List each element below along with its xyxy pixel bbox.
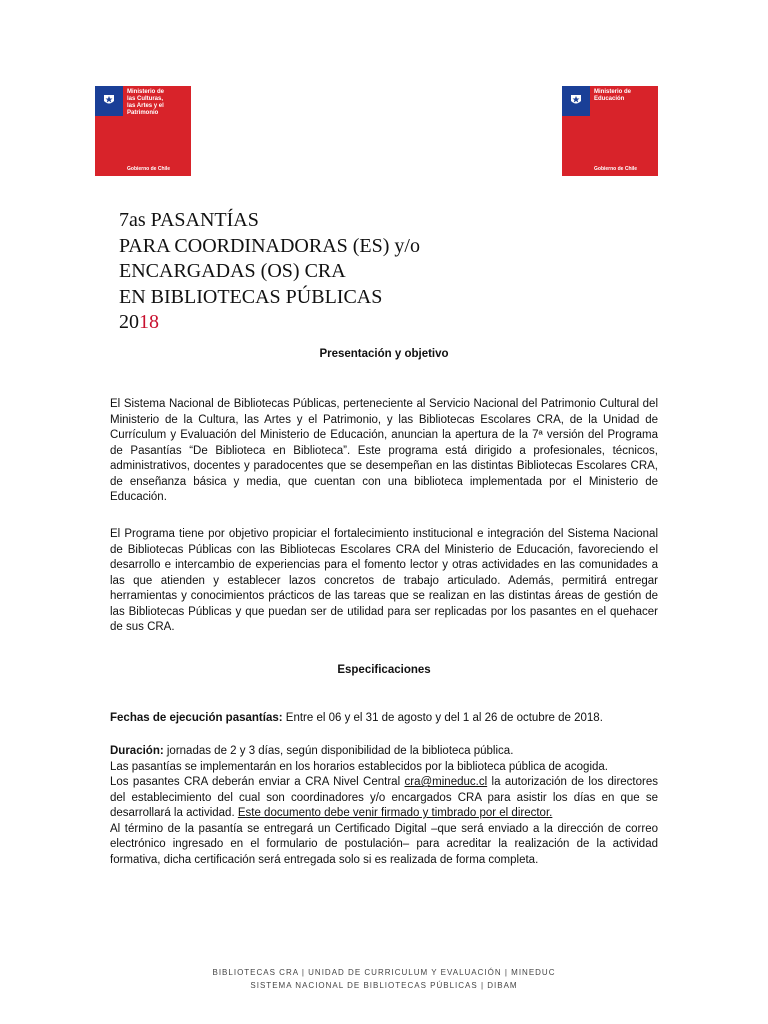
duracion-text: jornadas de 2 y 3 días, según disponibilidad de la biblioteca pública. [163, 745, 514, 757]
section-heading-especificaciones: Especificaciones [337, 664, 431, 676]
email-link[interactable]: cra@mineduc.cl [404, 776, 488, 788]
horarios-text: Las pasantías se implementarán en los horarios establecidos por la biblioteca pública de acogida. [110, 760, 608, 773]
paragraph-duracion: Duración: jornadas de 2 y 3 días, según disponibilidad de la biblioteca pública. Las pasantías se implementarán en los horarios establecidos por la biblioteca pública de acogida. Los pasantes CRA deberán enviar a CRA Nivel Central cra@mineduc.cl la autorización de los directores del establecimiento del cual son coordinadores y/o encargados CRA para asistir los días en que se desarrollará la actividad. Este documento debe venir firmado y timbrado por el director. Al término de la pasantía se entregará un Certificado Digital –que será enviado a la dirección de correo electrónico ingresado en el formulario de postulación– para acreditar la realización de la actividad formativa, dicha certificación será entregada solo si es realizada de forma completa. [110, 744, 658, 868]
logo-stripe [562, 86, 590, 176]
footer-line-2: SISTEMA NACIONAL DE BIBLIOTECAS PÚBLICAS | DIBAM [250, 981, 518, 990]
paragraph-objetivo: El Programa tiene por objetivo propiciar el fortalecimiento institucional e integración del Sistema Nacional de Bibliotecas Públicas con las Bibliotecas Escolares CRA del Ministerio de Educación, favoreciendo el desarrollo e intercambio de experiencias para el fomento lector y otras actividades en las comunidades a las que atienden y establecer lazos concretos de trabajo articulado. Además, permitirá entregar herramientas y conocimientos prácticos de las tareas que se realizan en las distintas áreas de gestión de las Bibliotecas Públicas y que puedan ser de utilidad para ser replicadas por los pasantes en el quehacer de sus CRA. [110, 528, 658, 633]
title-year: 2018 [119, 311, 159, 333]
document-title [119, 208, 420, 336]
logo-text: Ministerio de las Culturas, las Artes y el Patrimonio [127, 89, 165, 116]
title-line-1: 7as PASANTÍAS [119, 209, 259, 231]
logo-stripe [95, 86, 123, 176]
logo-footer: Gobierno de Chile [594, 166, 638, 172]
paragraph-intro: El Sistema Nacional de Bibliotecas Públicas, perteneciente al Servicio Nacional del Patrimonio Cultural del Ministerio de la Cultura, las Artes y el Patrimonio, y las Bibliotecas Escolares CRA, de la Unidad de Currículum y Evaluación del Ministerio de Educación, anuncian la apertura de la 7ª versión del Programa de Pasantías “De Biblioteca en Biblioteca”. Este programa está dirigido a profesionales, técnicos, administrativos, docentes y paradocentes que se desempeñan en las distintas Bibliotecas Escolares CRA, de enseñanza básica y media, que cuentan con una biblioteca implementada por el Ministerio de Educación. [110, 398, 658, 503]
section-heading-presentacion: Presentación y objetivo [319, 348, 449, 360]
coat-of-arms-icon [568, 92, 584, 108]
certificado-text: Al término de la pasantía se entregará un Certificado Digital –que será enviado a la dirección de correo electrónico ingresado en el formulario de postulación– para acreditar la realización de la actividad formativa, dicha certificación será entregada solo si es realizada de forma completa. [110, 822, 658, 866]
coat-of-arms-icon [101, 92, 117, 108]
title-line-3: ENCARGADAS (OS) CRA [119, 260, 346, 282]
firma-notice: Este documento debe venir firmado y timbrado por el director. [237, 807, 553, 819]
fechas-text: Entre el 06 y el 31 de agosto y del 1 al 26 de octubre de 2018. [282, 712, 603, 724]
paragraph-fechas [110, 711, 658, 727]
duracion-label: Duración: [110, 745, 164, 757]
logo-footer: Gobierno de Chile [127, 166, 171, 172]
footer-line-1: BIBLIOTECAS CRA | UNIDAD DE CURRICULUM Y EVALUACIÓN | MINEDUC [212, 968, 556, 977]
logo-ministerio-educacion [562, 86, 658, 176]
logo-ministerio-culturas [95, 86, 191, 176]
title-line-2: PARA COORDINADORAS (ES) y/o [119, 234, 420, 257]
fechas-label: Fechas de ejecución pasantías: [110, 712, 283, 724]
page-footer [0, 966, 768, 992]
title-line-4: EN BIBLIOTECAS PÚBLICAS [119, 285, 383, 308]
logo-text: Ministerio de Educación [594, 89, 632, 102]
